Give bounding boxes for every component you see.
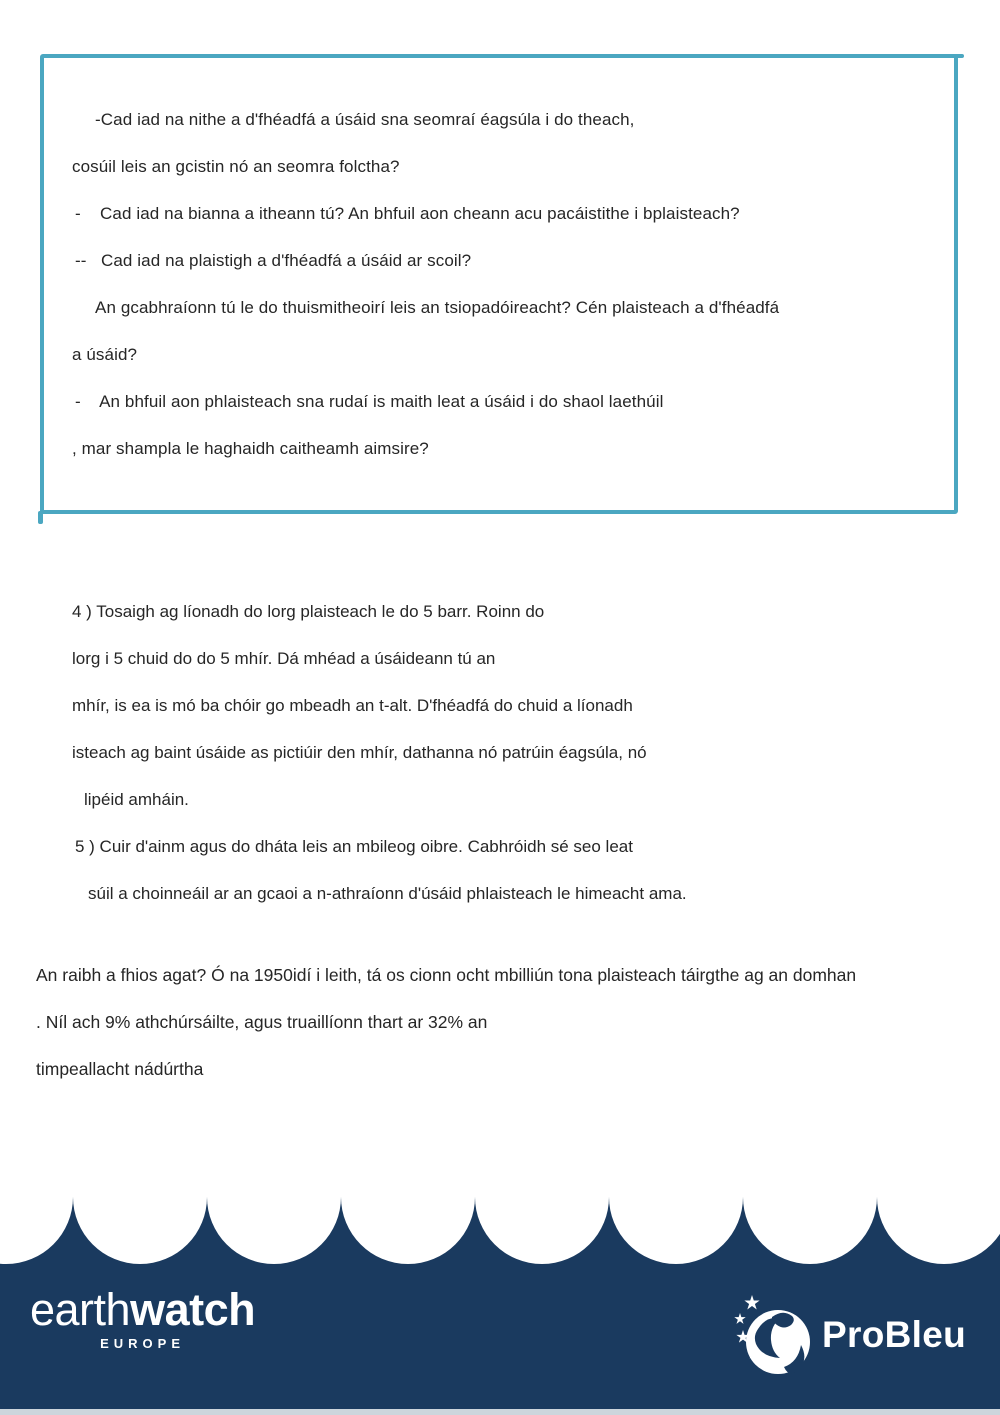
earthwatch-region-label: EUROPE	[100, 1336, 185, 1351]
instruction-line: 5 ) Cuir d'ainm agus do dháta leis an mbileog oibre. Cabhróidh sé seo leat	[75, 837, 633, 856]
earthwatch-wordmark	[30, 1284, 256, 1335]
question-line: , mar shampla le haghaidh caitheamh aimsire?	[72, 439, 429, 458]
fact-line: . Níl ach 9% athchúrsáilte, agus truaillíonn thart ar 32% an	[36, 1012, 488, 1032]
question-box-content	[44, 58, 954, 472]
question-line: - An bhfuil aon phlaisteach sna rudaí is maith leat a úsáid i do shaol laethúil	[75, 392, 664, 411]
probleu-wordmark: ProBleu	[822, 1314, 966, 1355]
footer-body	[0, 1265, 1000, 1415]
instruction-line: isteach ag baint úsáide as pictiúir den mhír, dathanna nó patrúin éagsúla, nó	[72, 743, 647, 762]
probleu-water-swirl-icon	[728, 1293, 810, 1377]
page-bottom-edge	[0, 1409, 1000, 1415]
footer	[0, 1197, 1000, 1415]
earthwatch-word-watch: watch	[130, 1284, 256, 1335]
earthwatch-logo	[30, 1284, 256, 1351]
question-line: An gcabhraíonn tú le do thuismitheoirí leis an tsiopadóireacht? Cén plaisteach a d'fhéadfá	[95, 298, 780, 317]
instruction-line: lorg i 5 chuid do do 5 mhír. Dá mhéad a úsáideann tú an	[72, 649, 496, 668]
question-line: cosúil leis an gcistin nó an seomra folctha?	[72, 157, 400, 176]
question-box	[40, 54, 958, 514]
question-line: - Cad iad na bianna a itheann tú? An bhfuil aon cheann acu pacáistithe i bplaisteach?	[75, 204, 740, 223]
wave-border	[0, 1197, 1000, 1265]
instruction-line: súil a choinneáil ar an gcaoi a n-athraíonn d'úsáid phlaisteach le himeacht ama.	[88, 884, 687, 903]
fact-paragraph	[36, 952, 976, 1093]
question-line: a úsáid?	[72, 345, 138, 364]
fact-line: timpeallacht nádúrtha	[36, 1059, 204, 1079]
question-line: -- Cad iad na plaistigh a d'fhéadfá a úsáid ar scoil?	[75, 251, 472, 270]
instruction-line: 4 ) Tosaigh ag líonadh do lorg plaisteach le do 5 barr. Roinn do	[72, 602, 545, 621]
question-line: -Cad iad na nithe a d'fhéadfá a úsáid sna seomraí éagsúla i do theach,	[95, 110, 635, 129]
instruction-line: mhír, is ea is mó ba chóir go mbeadh an t-alt. D'fhéadfá do chuid a líonadh	[72, 696, 633, 715]
instruction-line: lipéid amháin.	[84, 790, 189, 809]
probleu-logo	[728, 1293, 966, 1377]
instructions-section	[72, 588, 952, 917]
earthwatch-word-earth: earth	[30, 1284, 131, 1335]
fact-line: An raibh a fhios agat? Ó na 1950idí i leith, tá os cionn ocht mbilliún tona plaisteach táirgthe ag an domhan	[36, 965, 857, 985]
